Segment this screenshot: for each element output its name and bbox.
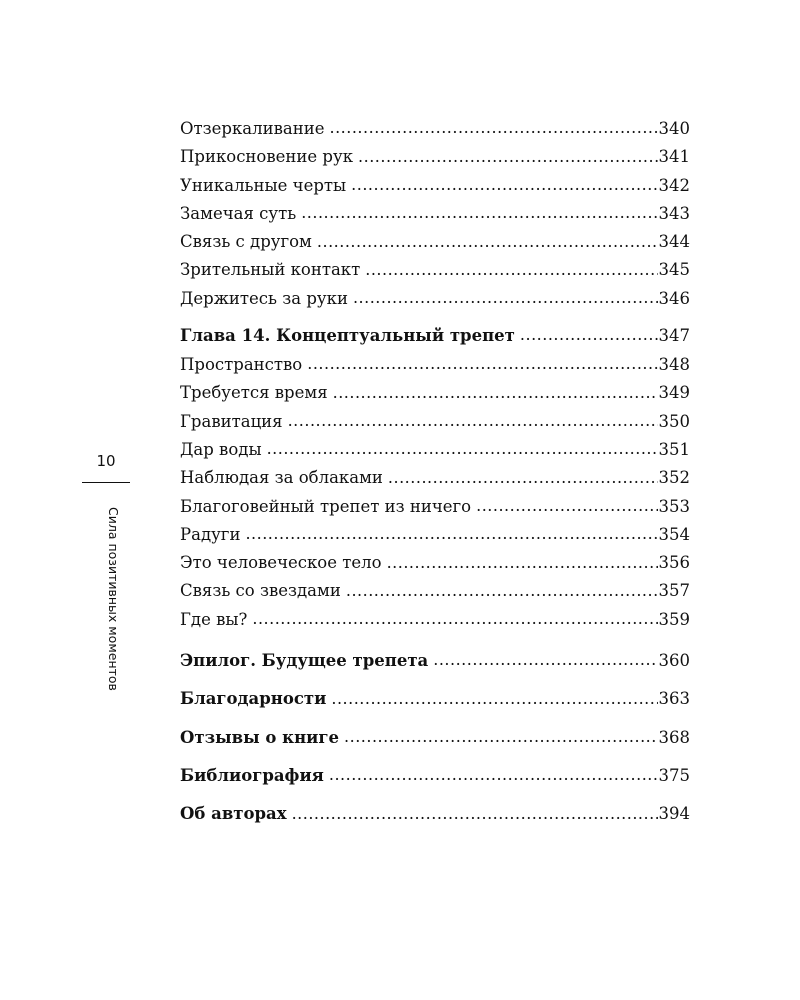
toc-entry-title: Отзеркаливание <box>180 119 325 138</box>
toc-section-entry[interactable] <box>180 757 690 795</box>
dot-leader <box>317 231 658 248</box>
toc-entry-title: Требуется время <box>180 383 328 403</box>
toc-entry[interactable] <box>180 200 690 228</box>
dot-leader <box>333 382 658 399</box>
toc-section-entry[interactable] <box>180 680 690 718</box>
toc-entry[interactable] <box>180 379 690 407</box>
toc-entry-page: 341 <box>658 147 690 167</box>
toc-entry-page: 352 <box>658 468 690 488</box>
dot-leader <box>288 410 658 427</box>
toc-entry-title: Гравитация <box>180 411 283 431</box>
toc-entry-title: Держитесь за руки <box>180 288 348 308</box>
toc-entry[interactable] <box>180 115 690 143</box>
toc-entry[interactable] <box>180 408 690 436</box>
toc-entry-page: 349 <box>658 383 690 403</box>
dot-leader <box>351 174 657 191</box>
toc-entry-title: Наблюдая за облаками <box>180 468 383 488</box>
dot-leader <box>358 146 657 163</box>
page-number: 10 <box>96 452 116 470</box>
toc-entry-page: 354 <box>658 524 690 544</box>
toc-entry-title: Радуги <box>180 524 241 544</box>
toc-section-title: Библиография <box>180 765 324 785</box>
toc-entry-title: Замечая суть <box>180 203 297 223</box>
toc-section-entry[interactable] <box>180 642 690 680</box>
toc-entry-title: Уникальные черты <box>180 175 347 195</box>
toc-chapter-entry[interactable] <box>180 321 690 351</box>
toc-entry-page: 342 <box>658 175 690 195</box>
toc-entry[interactable] <box>180 351 690 379</box>
toc-entry-page: 353 <box>658 496 690 516</box>
toc-section-entry[interactable] <box>180 719 690 757</box>
toc-entry-title: Зрительный контакт <box>180 260 361 280</box>
toc-entry-page: 357 <box>658 581 690 601</box>
dot-leader <box>353 287 658 304</box>
toc-entry-title: Прикосновение рук <box>180 147 354 167</box>
toc-entry[interactable] <box>180 493 690 521</box>
dot-leader <box>365 259 657 276</box>
toc-entry-title: Это человеческое тело <box>180 553 382 573</box>
dot-leader <box>387 552 658 569</box>
toc-section-page: 360 <box>658 651 690 671</box>
dot-leader <box>520 325 658 342</box>
dot-leader <box>433 650 657 667</box>
running-title: Сила позитивных моментов <box>106 507 121 691</box>
toc-section-entry[interactable] <box>180 795 690 833</box>
toc-entry-title: Благоговейный трепет из ничего <box>180 496 472 516</box>
toc-entry-page: 350 <box>658 411 690 431</box>
toc-section-page: 394 <box>658 804 690 824</box>
toc-section-title: Отзывы о книге <box>180 727 340 747</box>
dot-leader <box>301 202 657 219</box>
dot-leader <box>292 803 658 820</box>
toc-entry-title: Пространство <box>180 355 303 375</box>
dot-leader <box>476 495 657 512</box>
toc-entry-page: 346 <box>658 288 690 308</box>
toc-section-page: 375 <box>658 765 690 785</box>
dot-leader <box>245 523 657 540</box>
toc-entry-page: 356 <box>658 553 690 573</box>
toc-entry[interactable] <box>180 549 690 577</box>
dot-leader <box>330 118 658 135</box>
dot-leader <box>344 726 657 743</box>
toc-entry[interactable] <box>180 436 690 464</box>
toc-section-title: Об авторах <box>180 804 287 824</box>
toc-entry[interactable] <box>180 606 690 634</box>
dot-leader <box>252 608 657 625</box>
toc-section-title: Благодарности <box>180 689 327 709</box>
toc-group-back-matter <box>180 642 690 833</box>
toc-entry[interactable] <box>180 143 690 171</box>
toc-group-chapter-14 <box>180 321 690 634</box>
table-of-contents <box>180 115 690 834</box>
toc-section-page: 368 <box>658 727 690 747</box>
toc-entry-title: Связь со звездами <box>180 581 341 601</box>
toc-group-subsections-a <box>180 115 690 313</box>
toc-entry-page: 344 <box>658 232 690 252</box>
running-head <box>82 448 130 483</box>
toc-entry-title: Где вы? <box>180 609 248 629</box>
toc-section-page: 363 <box>658 689 690 709</box>
toc-chapter-page: 347 <box>658 326 690 346</box>
divider <box>82 482 130 483</box>
toc-chapter-title: Глава 14. Концептуальный трепет <box>180 326 515 346</box>
toc-entry[interactable] <box>180 285 690 313</box>
toc-section-title: Эпилог. Будущее трепета <box>180 651 429 671</box>
toc-entry[interactable] <box>180 228 690 256</box>
dot-leader <box>329 764 658 781</box>
toc-entry-title: Дар воды <box>180 439 262 459</box>
dot-leader <box>267 438 658 455</box>
toc-entry[interactable] <box>180 464 690 492</box>
dot-leader <box>346 580 658 597</box>
toc-entry-page: 351 <box>658 439 690 459</box>
toc-entry[interactable] <box>180 172 690 200</box>
toc-entry[interactable] <box>180 521 690 549</box>
toc-entry-page: 340 <box>658 119 690 138</box>
toc-entry-page: 348 <box>658 355 690 375</box>
toc-entry-page: 345 <box>658 260 690 280</box>
toc-entry[interactable] <box>180 577 690 605</box>
dot-leader <box>307 354 657 371</box>
toc-entry-page: 343 <box>658 203 690 223</box>
toc-entry-page: 359 <box>658 609 690 629</box>
dot-leader <box>388 467 658 484</box>
toc-entry-title: Связь с другом <box>180 232 312 252</box>
dot-leader <box>331 688 657 705</box>
toc-entry[interactable] <box>180 256 690 284</box>
